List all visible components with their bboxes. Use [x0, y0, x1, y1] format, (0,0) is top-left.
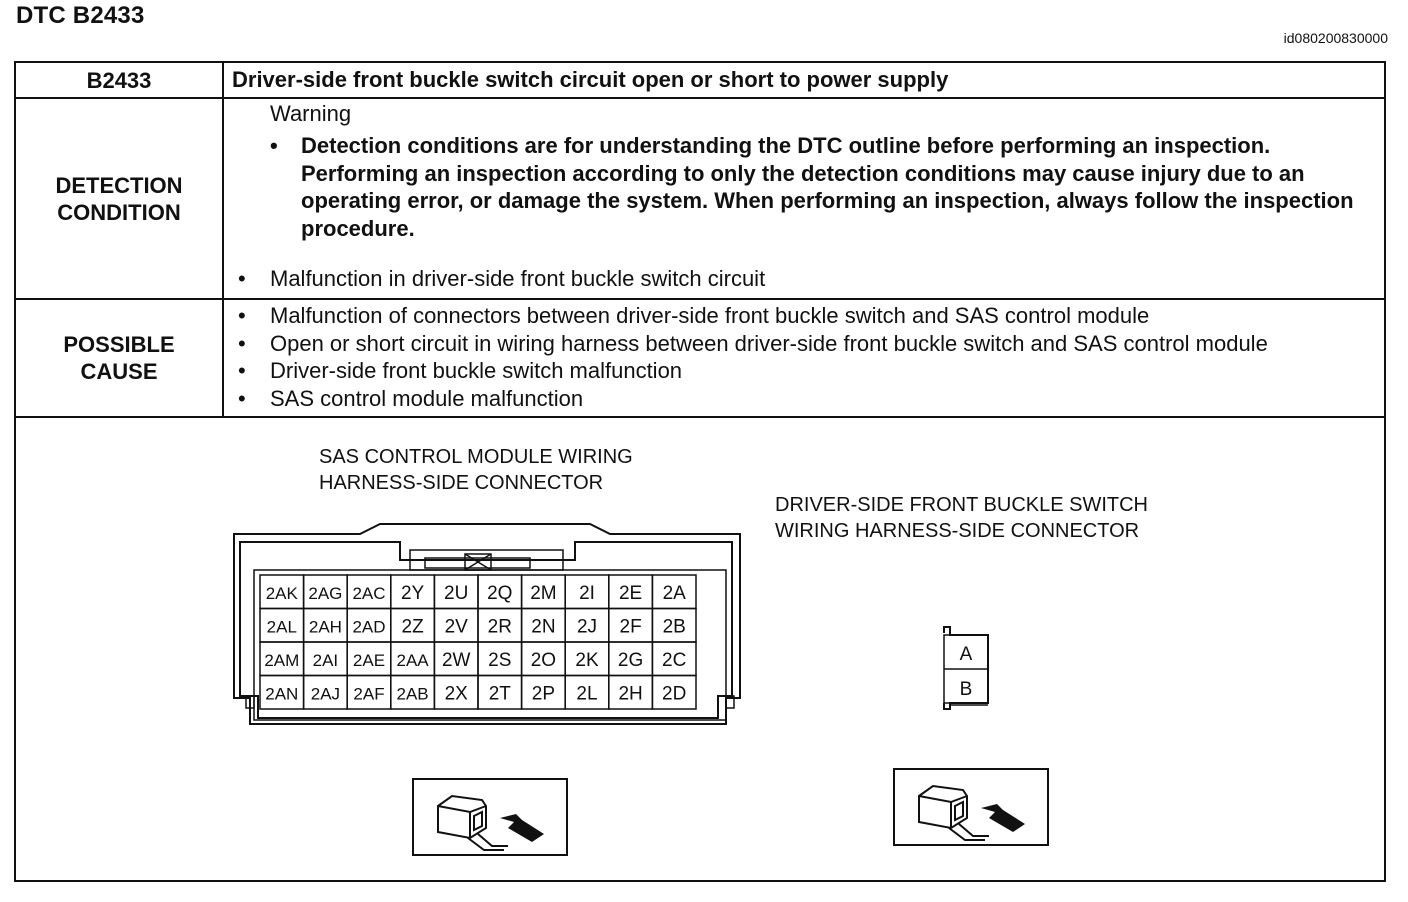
sas-connector-drawing: [230, 518, 750, 743]
bullet-icon: •: [238, 358, 246, 383]
warning-title: Warning: [270, 101, 352, 126]
cause-list: [238, 302, 1268, 412]
pin-label: 2X: [444, 683, 468, 705]
pin-label: 2W: [441, 649, 471, 671]
pin-label: 2AH: [308, 617, 342, 637]
pin-label: 2AB: [396, 684, 429, 704]
pin-label: 2U: [444, 582, 469, 604]
list-item: [238, 385, 1268, 413]
sas-connector-caption: [319, 444, 633, 496]
warning-text: Detection conditions are for understanding the DTC outline before performing an inspection. Performing an inspection according to only the detection conditions may cause injury due to an operating error, or damage the system. When performing an inspection, always follow the inspection procedure.: [301, 133, 1354, 241]
pin-label: 2J: [576, 616, 598, 638]
list-item: [238, 330, 1268, 358]
dtc-code-cell: B2433: [16, 63, 224, 97]
pin-label: 2AI: [312, 650, 339, 670]
buckle-pin-b: B: [959, 679, 973, 700]
list-item: [238, 302, 1268, 330]
pin-label: 2AE: [352, 650, 386, 670]
harness-side-connector-view-icon: [893, 768, 1049, 846]
detection-condition-label: [16, 99, 224, 298]
pin-label: 2V: [444, 616, 468, 638]
possible-cause-content: [224, 300, 1384, 416]
pin-label: 2AM: [264, 650, 300, 670]
sas-caption-line1: SAS CONTROL MODULE WIRING: [319, 446, 633, 468]
bullet-icon: •: [238, 330, 246, 356]
bullet-icon: •: [238, 303, 246, 328]
pin-label: 2Y: [400, 582, 425, 604]
cause-text: SAS control module malfunction: [270, 385, 584, 411]
pin-label: 2K: [575, 649, 599, 671]
warning-item: [270, 132, 1380, 242]
detection-item: [238, 266, 765, 292]
pin-label: 2AL: [266, 617, 297, 637]
pin-label: 2Z: [401, 616, 424, 638]
pin-label: 2D: [662, 683, 687, 705]
pin-label: 2AJ: [310, 684, 341, 704]
pin-label: 2T: [488, 683, 511, 705]
buckle-connector-drawing: [936, 623, 1006, 713]
dtc-row: [16, 63, 1384, 99]
pin-label: 2AF: [353, 684, 385, 704]
bullet-icon: •: [238, 266, 246, 291]
connector-diagram: [16, 418, 1384, 882]
cause-text: Open or short circuit in wiring harness between driver-side front buckle switch and SAS control module: [270, 330, 1268, 356]
pin-label: 2R: [487, 616, 512, 638]
detection-condition-content: [224, 99, 1384, 298]
sas-caption-line2: HARNESS-SIDE CONNECTOR: [319, 472, 604, 494]
pin-label: 2S: [488, 649, 512, 671]
document-id: id080200830000: [1283, 30, 1388, 46]
cause-text: Malfunction of connectors between driver-side front buckle switch and SAS control module: [270, 303, 1150, 328]
pin-label: 2AC: [352, 583, 386, 603]
pin-label: 2B: [662, 616, 686, 638]
possible-cause-row: [16, 300, 1384, 418]
detection-condition-row: [16, 99, 1384, 300]
pin-label: 2L: [576, 683, 598, 705]
pin-label: 2O: [530, 649, 557, 671]
pin-label: 2G: [617, 649, 644, 671]
pin-label: 2F: [619, 616, 642, 638]
pin-label: 2M: [530, 582, 557, 604]
list-item: [238, 357, 1268, 385]
pin-label: 2AG: [308, 583, 343, 603]
pin-label: 2AN: [265, 684, 299, 704]
cause-label-line2: CAUSE: [80, 359, 158, 384]
buckle-caption-line2: WIRING HARNESS-SIDE CONNECTOR: [775, 520, 1140, 542]
buckle-caption-line1: DRIVER-SIDE FRONT BUCKLE SWITCH: [775, 494, 1148, 516]
buckle-connector-caption: [775, 492, 1148, 544]
dtc-table: [14, 61, 1386, 882]
page-title: DTC B2433: [16, 2, 145, 29]
cause-label-line1: POSSIBLE: [63, 332, 175, 357]
pin-label: 2H: [618, 683, 643, 705]
pin-label: 2AK: [265, 583, 298, 603]
pin-label: 2P: [531, 683, 556, 705]
pin-label: 2Q: [487, 582, 513, 604]
pin-label: 2AD: [352, 617, 386, 637]
pin-label: 2AA: [396, 650, 429, 670]
pin-label: 2A: [662, 582, 686, 604]
buckle-pin-a: A: [959, 644, 973, 665]
bullet-icon: •: [238, 385, 246, 411]
sas-pin-grid: [260, 575, 696, 709]
detection-label-line1: DETECTION: [55, 172, 183, 198]
pin-label: 2N: [531, 616, 556, 638]
harness-side-connector-view-icon: [412, 778, 568, 856]
bullet-icon: •: [270, 133, 278, 158]
pin-label: 2C: [662, 649, 687, 671]
detection-label-line2: CONDITION: [57, 199, 181, 225]
cause-text: Driver-side front buckle switch malfunction: [270, 358, 683, 383]
detection-text: Malfunction in driver-side front buckle switch circuit: [270, 266, 766, 291]
possible-cause-label: [16, 300, 224, 416]
pin-label: 2E: [618, 582, 643, 604]
pin-label: 2I: [579, 582, 595, 604]
dtc-description: Driver-side front buckle switch circuit open or short to power supply: [232, 67, 949, 92]
